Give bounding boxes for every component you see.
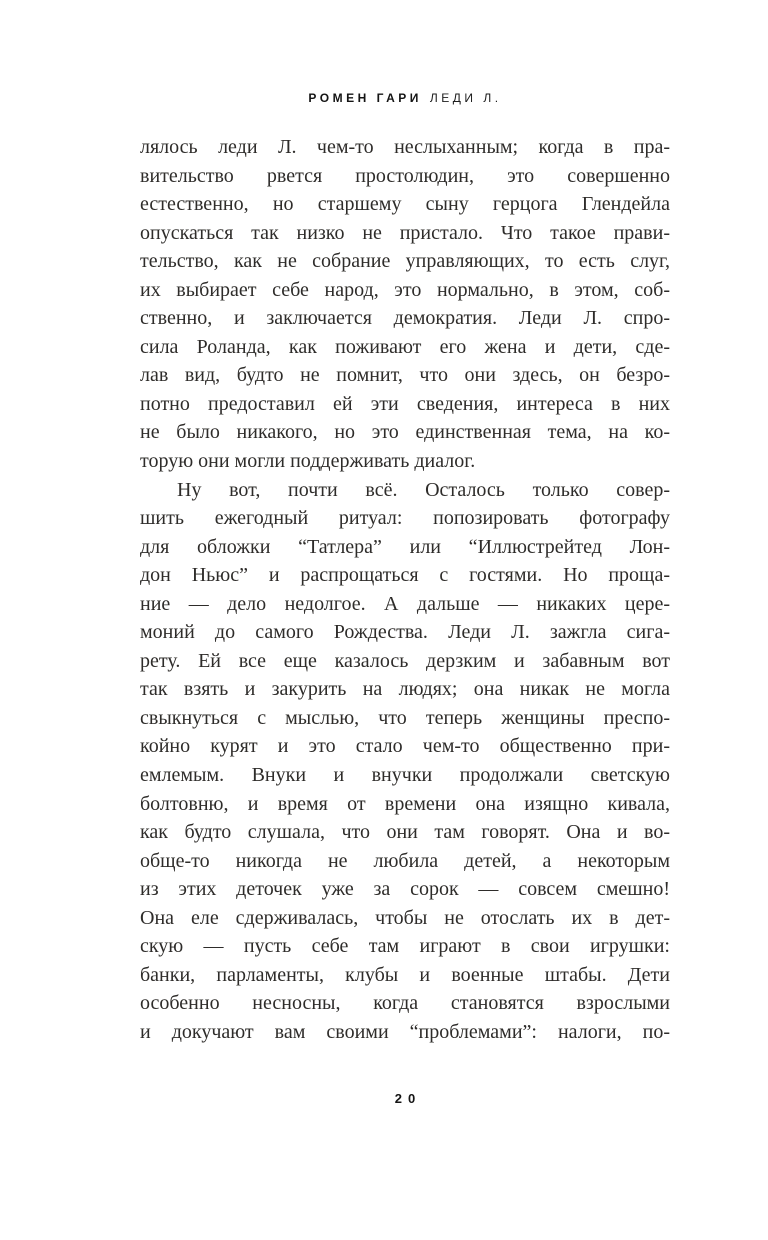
text-line: рету. Ей все еще казалось дерзким и забавным вот <box>140 649 670 672</box>
text-line: их выбирает себе народ, это нормально, в этом, соб- <box>140 278 670 301</box>
running-header <box>140 91 670 105</box>
text-line: лялось леди Л. чем-то неслыханным; когда в пра- <box>140 136 670 158</box>
text-line: ние — дело недолгое. А дальше — никаких цере- <box>140 592 670 615</box>
text-line: сила Роланда, как поживают его жена и дети, сде- <box>140 335 670 358</box>
text-line: емлемым. Внуки и внучки продолжали светскую <box>140 764 670 787</box>
text-line: опускаться так низко не пристало. Что такое прави- <box>140 221 670 244</box>
text-line: обще-то никогда не любила детей, а некоторым <box>140 849 670 872</box>
text-line: моний до самого Рождества. Леди Л. зажгла сига- <box>140 621 670 644</box>
text-line: дон Ньюс” и распрощаться с гостями. Но проща- <box>140 564 670 587</box>
text-line: Ну вот, почти всё. Осталось только совер- <box>177 478 670 501</box>
text-line: как будто слушала, что они там говорят. Она и во- <box>140 821 670 844</box>
text-line: Она еле сдерживалась, чтобы не отослать их в дет- <box>140 906 670 929</box>
text-line: не было никакого, но это единственная тема, на ко- <box>140 421 670 444</box>
text-line: свыкнуться с мыслью, что теперь женщины преспо- <box>140 706 670 729</box>
text-line: тельство, как не собрание управляющих, то есть слуг, <box>140 250 670 273</box>
text-line: потно предоставил ей эти сведения, интереса в них <box>140 392 670 415</box>
text-line: торую они могли поддерживать диалог. <box>140 450 476 473</box>
text-line: банки, парламенты, клубы и военные штабы. Дети <box>140 963 670 986</box>
text-line: койно курят и это стало чем-то общественно при- <box>140 735 670 758</box>
text-line: лав вид, будто не помнит, что они здесь, он безро- <box>140 364 670 387</box>
text-line: естественно, но старшему сыну герцога Глендейла <box>140 193 670 216</box>
text-line: ственно, и заключается демократия. Леди Л. спро- <box>140 307 670 330</box>
text-line: шить ежегодный ритуал: попозировать фотографу <box>140 507 670 530</box>
text-line: особенно несносны, когда становятся взрослыми <box>140 992 670 1015</box>
book-author: РОМЕН ГАРИ <box>308 91 422 105</box>
page-number: 20 <box>394 1091 422 1106</box>
text-line: из этих деточек уже за сорок — совсем смешно! <box>140 878 670 901</box>
text-line: болтовню, и время от времени она изящно кивала, <box>140 792 670 815</box>
text-line: скую — пусть себе там играют в свои игрушки: <box>140 935 670 958</box>
page-text-block <box>140 133 670 1047</box>
text-line: и докучают вам своими “проблемами”: налоги, по- <box>140 1020 670 1043</box>
text-line: вительство рвется простолюдин, это совершенно <box>140 164 670 187</box>
text-line: для обложки “Татлера” или “Иллюстрейтед Лон- <box>140 535 670 558</box>
text-line: так взять и закурить на людях; она никак не могла <box>140 678 670 701</box>
book-title: ЛЕДИ Л. <box>429 91 502 105</box>
